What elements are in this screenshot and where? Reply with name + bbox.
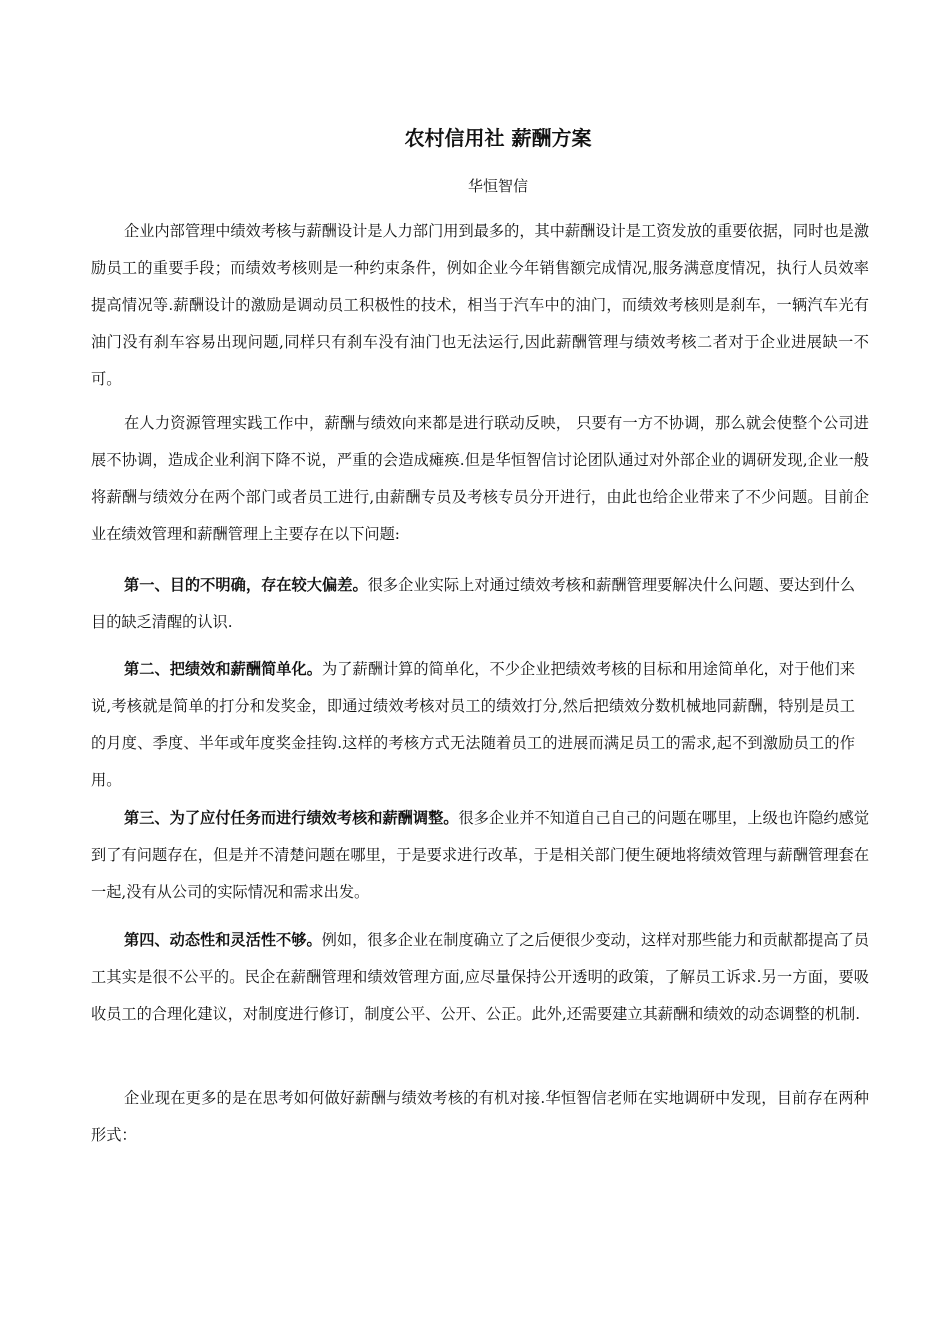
paragraph-text: 例如，很多企业在制度确立了之后便很少变动，这样对那些能力和贡献都提高了员工其实是很不公平的。民企在薪酬管理和绩效管理方面,应尽量保持公开透明的政策，了解员工诉求.另一方面，要吸收员工的合理化建议，对制度进行修订，制度公平、公开、公正。此外,还需要建立其薪酬和绩效的动态调整的机制. bbox=[91, 931, 870, 1023]
paragraph-text: 企业内部管理中绩效考核与薪酬设计是人力部门用到最多的，其中薪酬设计是工资发放的重要依据，同时也是激励员工的重要手段；而绩效考核则是一种约束条件，例如企业今年销售额完成情况,服务满意度情况，执行人员效率提高情况等.薪酬设计的激励是调动员工积极性的技术，相当于汽车中的油门，而绩效考核则是刹车，一辆汽车光有油门没有刹车容易出现问题,同样只有刹车没有油门也无法运行,因此薪酬管理与绩效考核二者对于企业进展缺一不可。 bbox=[91, 222, 869, 388]
paragraph-conclusion bbox=[91, 1080, 869, 1154]
paragraph-practice bbox=[91, 405, 869, 553]
paragraph-problem-3 bbox=[91, 800, 869, 911]
paragraph-text: 很多企业并不知道自己自己的问题在哪里，上级也许隐约感觉到了有问题存在，但是并不清楚问题在哪里，于是要求进行改革，于是相关部门便生硬地将绩效管理与薪酬管理套在一起,没有从公司的实际情况和需求出发。 bbox=[91, 809, 870, 901]
paragraph-text: 企业现在更多的是在思考如何做好薪酬与绩效考核的有机对接.华恒智信老师在实地调研中发现，目前存在两种形式： bbox=[91, 1089, 869, 1144]
paragraph-lead: 第三、为了应付任务而进行绩效考核和薪酬调整。 bbox=[124, 809, 459, 827]
document-title: 农村信用社 薪酬方案 bbox=[404, 126, 592, 150]
paragraph-problem-2 bbox=[91, 651, 855, 799]
paragraph-intro bbox=[91, 213, 869, 398]
paragraph-text: 为了薪酬计算的简单化，不少企业把绩效考核的目标和用途简单化，对于他们来说,考核就是简单的打分和发奖金，即通过绩效考核对员工的绩效打分,然后把绩效分数机械地同薪酬，特别是员工的月度、季度、半年或年度奖金挂钩.这样的考核方式无法随着员工的进展而满足员工的需求,起不到激励员工的作用。 bbox=[91, 660, 856, 789]
paragraph-text: 在人力资源管理实践工作中，薪酬与绩效向来都是进行联动反映， 只要有一方不协调，那么就会使整个公司进展不协调，造成企业利润下降不说，严重的会造成瘫痪.但是华恒智信讨论团队通过对外部企业的调研发现,企业一般将薪酬与绩效分在两个部门或者员工进行,由薪酬专员及考核专员分开进行，由此也给企业带来了不少问题。目前企业在绩效管理和薪酬管理上主要存在以下问题: bbox=[91, 414, 869, 543]
paragraph-text: 很多企业实际上对通过绩效考核和薪酬管理要解决什么问题、要达到什么目的缺乏清醒的认识. bbox=[91, 576, 856, 631]
paragraph-problem-1 bbox=[91, 567, 855, 641]
paragraph-lead: 第二、把绩效和薪酬简单化。 bbox=[124, 660, 322, 678]
paragraph-lead: 第四、动态性和灵活性不够。 bbox=[124, 931, 322, 949]
document-author: 华恒智信 bbox=[467, 177, 528, 195]
paragraph-problem-4 bbox=[91, 922, 869, 1033]
paragraph-lead: 第一、目的不明确，存在较大偏差。 bbox=[124, 576, 368, 594]
